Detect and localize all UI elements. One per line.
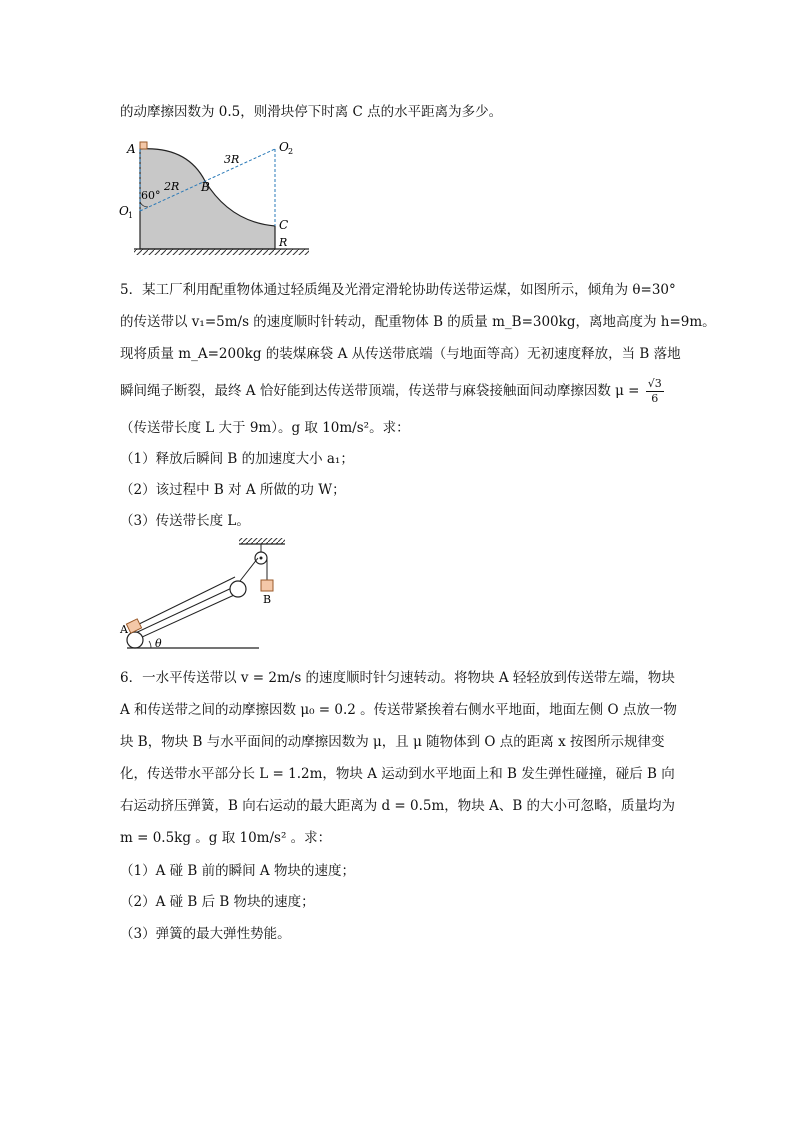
label-theta: θ <box>155 637 162 650</box>
q5-line-4-text: 瞬间绳子断裂，最终 A 恰好能到达传送带顶端，传送带与麻袋接触面间动摩擦因数 μ = <box>120 383 640 399</box>
q5-line-4 <box>120 377 666 406</box>
q6-line-3: 块 B，物块 B 与水平面间的动摩擦因数为 μ，且 μ 随物体到 O 点的距离 x 按图所示规律变 <box>120 734 665 750</box>
top-roller <box>230 581 246 597</box>
label-o2: O <box>279 140 289 154</box>
label-a: A <box>127 142 136 156</box>
q5-line-5: （传送带长度 L 大于 9m）。g 取 10m/s²。求： <box>120 420 410 436</box>
ground-hatch <box>134 249 309 255</box>
figure-ramp-diagram <box>112 136 322 258</box>
q6-line-4: 化，传送带水平部分长 L = 1.2m，物块 A 运动到水平地面上和 B 发生弹性碰撞，碰后 B 向 <box>120 766 675 782</box>
block-a <box>140 142 147 149</box>
q6-line-1: 6．一水平传送带以 v = 2m/s 的速度顺时针匀速转动。将物块 A 轻轻放到传送带左端，物块 <box>120 670 675 686</box>
q5-sub-3: （3）传送带长度 L。 <box>120 513 250 529</box>
q6-line-5: 右运动挤压弹簧，B 向右运动的最大距离为 d = 0.5m，物块 A、B 的大小可忽略，质量均为 <box>120 798 676 814</box>
mu-numerator: √3 <box>647 377 662 390</box>
q6-line-6: m = 0.5kg 。g 取 10m/s² 。求： <box>120 830 332 846</box>
q6-sub-3: （3）弹簧的最大弹性势能。 <box>120 926 291 942</box>
label-3r: 3R <box>224 153 240 166</box>
q5-sub-2: （2）该过程中 B 对 A 所做的功 W； <box>120 482 346 498</box>
q6-line-2: A 和传送带之间的动摩擦因数 μ₀ = 0.2 。传送带紧挨着右侧水平地面，地面左侧 O 点放一物 <box>120 702 677 718</box>
block-b <box>261 580 273 591</box>
q5-line-1: 5．某工厂利用配重物体通过轻质绳及光滑定滑轮协助传送带运煤，如图所示，倾角为 θ=30° <box>120 282 676 298</box>
q6-sub-1: （1）A 碰 B 前的瞬间 A 物块的速度； <box>120 863 355 879</box>
label-o1-sub: 1 <box>128 211 134 220</box>
label-a2: A <box>120 623 128 636</box>
ceiling-hatch <box>239 538 285 544</box>
q6-sub-2: （2）A 碰 B 后 B 物块的速度； <box>120 894 315 910</box>
label-b2: B <box>263 593 272 606</box>
intro-line: 的动摩擦因数为 0.5，则滑块停下时离 C 点的水平距离为多少。 <box>120 104 503 120</box>
q5-line-3: 现将质量 m_A=200kg 的装煤麻袋 A 从传送带底端（与地面等高）无初速度释放，当 B 落地 <box>120 346 681 362</box>
label-o1: O <box>119 204 129 218</box>
label-r: R <box>279 236 288 249</box>
label-c: C <box>279 218 289 232</box>
q5-line-2: 的传送带以 v₁=5m/s 的速度顺时针转动，配重物体 B 的质量 m_B=300kg，离地高度为 h=9m。 <box>120 314 716 330</box>
figure-conveyor-diagram <box>113 537 293 655</box>
label-2r: 2R <box>164 180 180 193</box>
label-o2-sub: 2 <box>288 147 294 156</box>
q5-sub-1: （1）释放后瞬间 B 的加速度大小 a₁； <box>120 451 354 467</box>
bottom-roller <box>127 632 143 648</box>
mu-denominator: 6 <box>651 392 659 405</box>
mu-fraction <box>646 377 664 406</box>
label-b: B <box>201 180 210 194</box>
label-angle: 60° <box>141 189 161 202</box>
